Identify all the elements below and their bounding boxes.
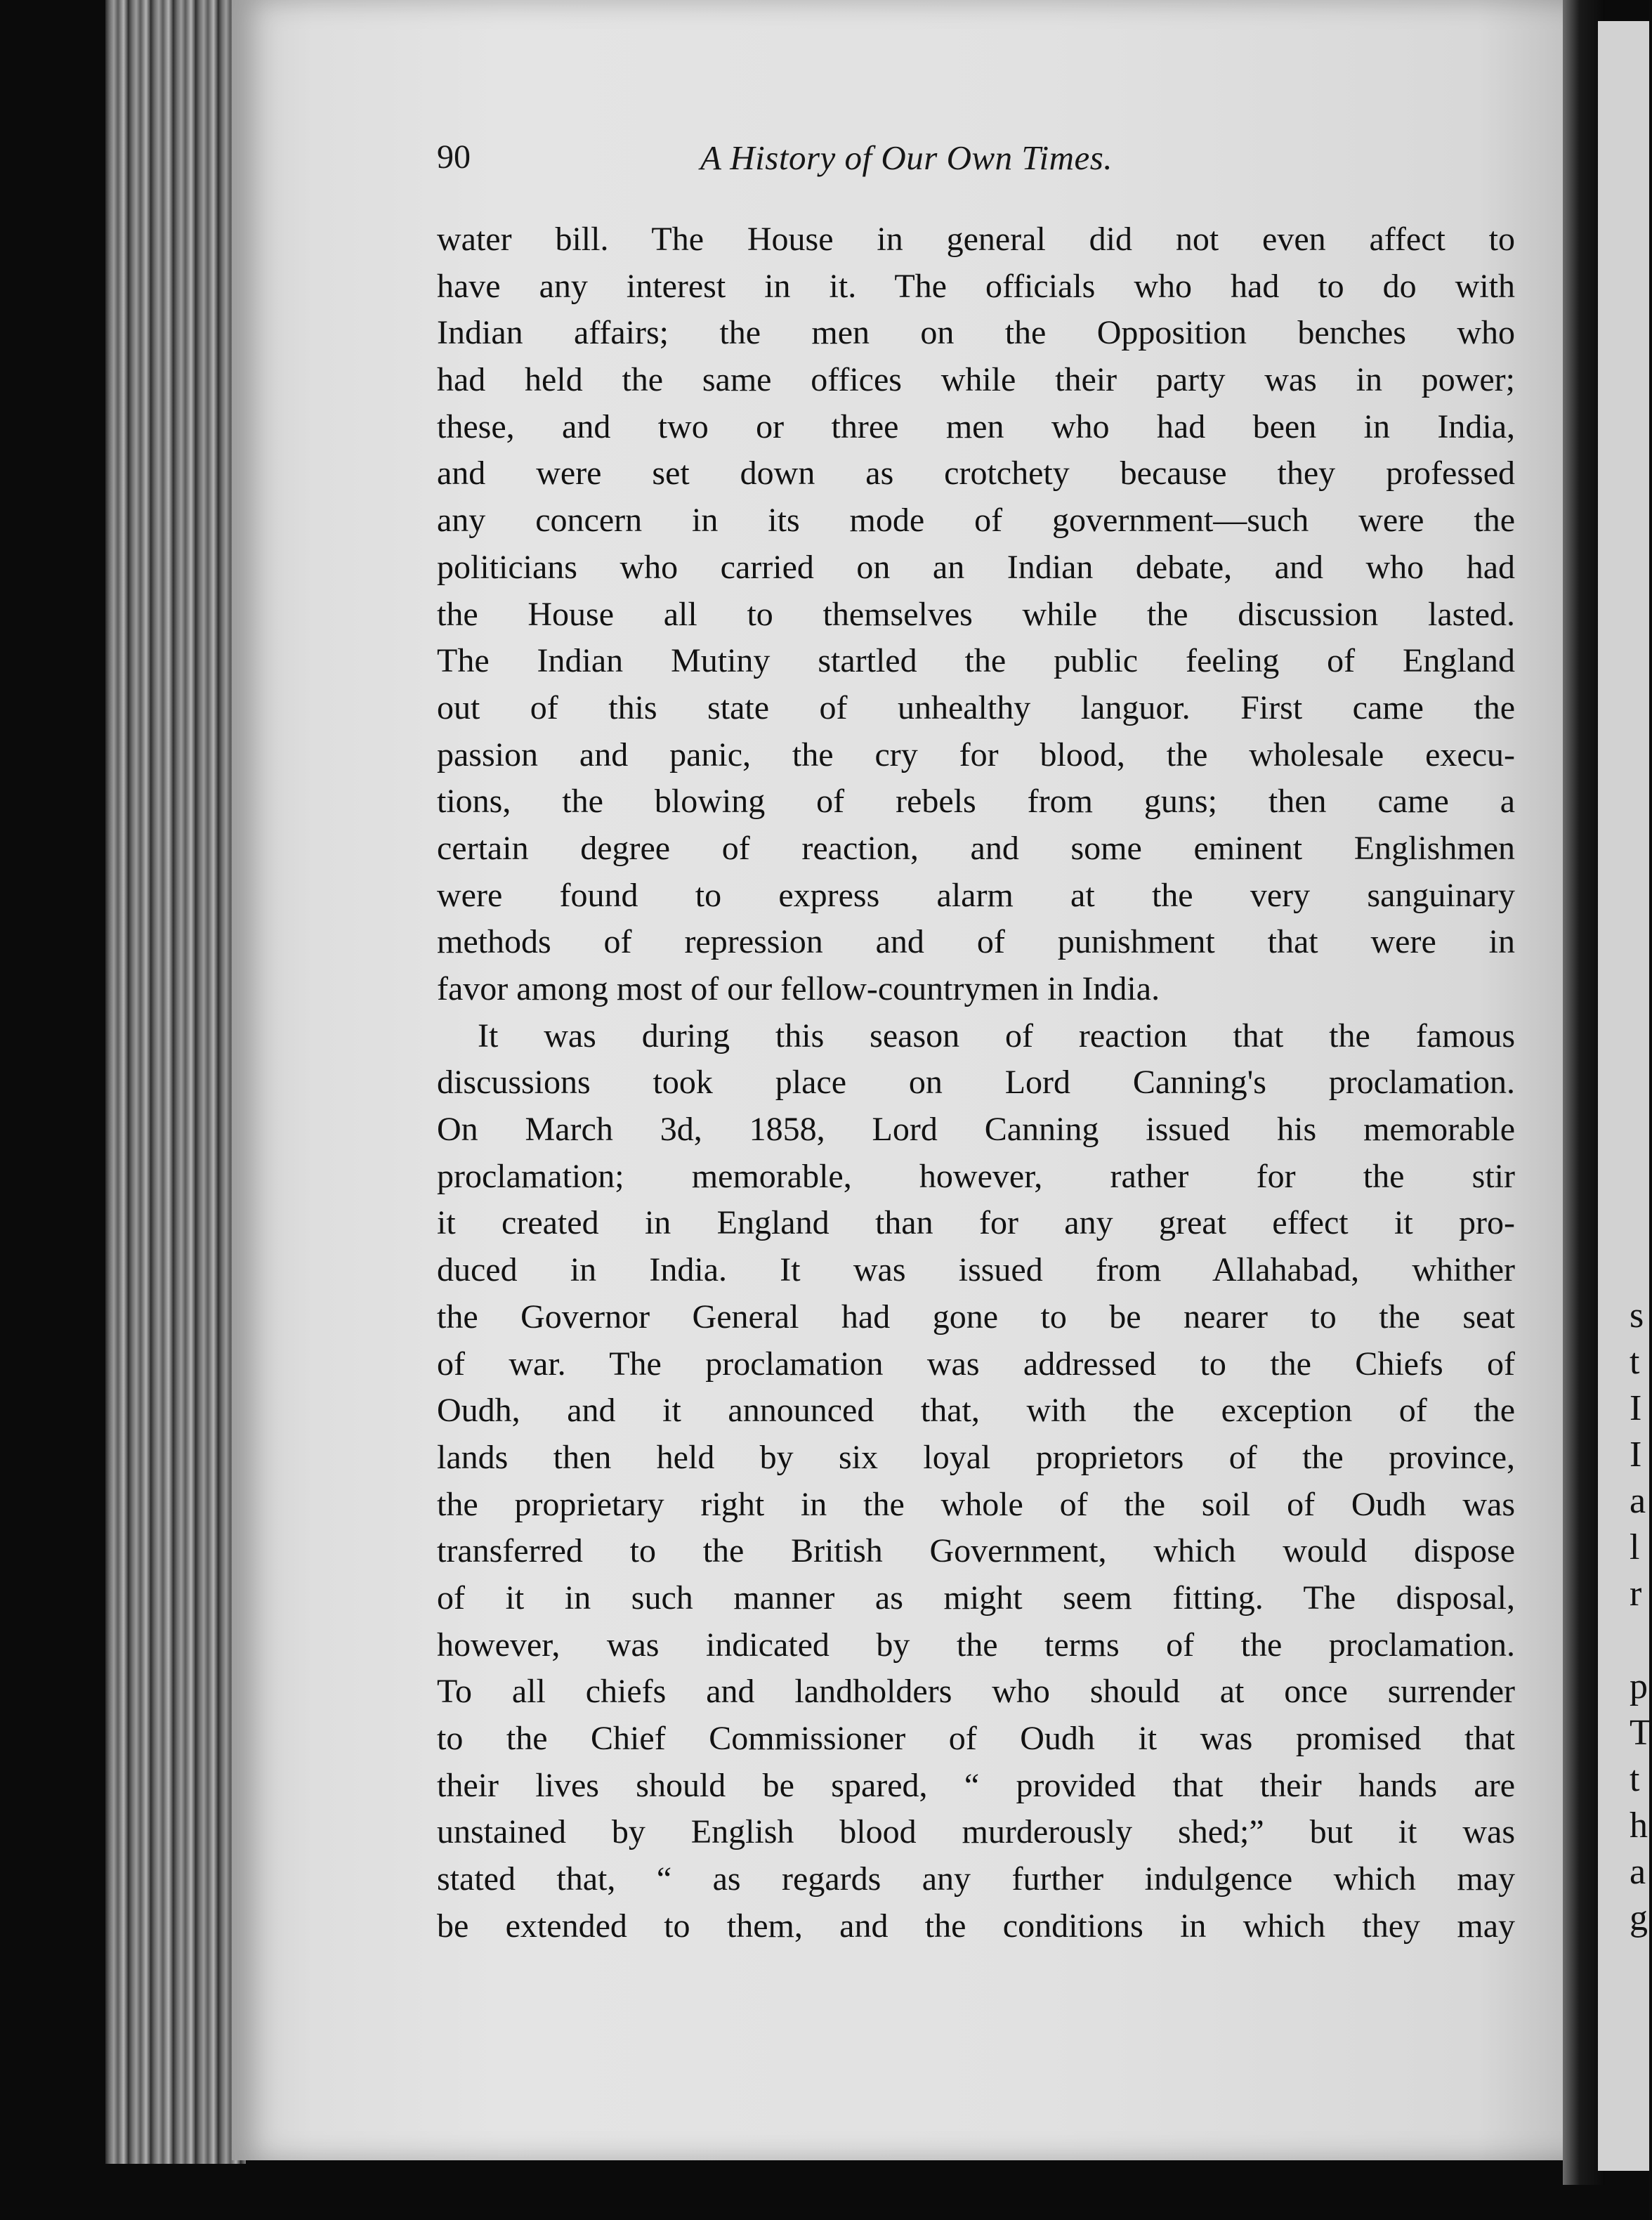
- text-line: transferred to the British Government, which would dispose: [437, 1532, 1515, 1570]
- text-line: proclamation; memorable, however, rather for the stir: [437, 1157, 1515, 1195]
- text-line: the proprietary right in the whole of the soil of Oudh was: [437, 1485, 1515, 1523]
- next-page-fragment: I: [1630, 1388, 1642, 1428]
- text-line: out of this state of unhealthy languor. First came the: [437, 688, 1515, 726]
- next-page-fragment: h: [1630, 1806, 1648, 1846]
- next-page-fragment: T: [1630, 1713, 1652, 1753]
- next-page-text-fragments: [1630, 1293, 1652, 1942]
- text-line: be extended to them, and the conditions in which they may: [437, 1907, 1515, 1945]
- text-line: passion and panic, the cry for blood, the wholesale execu-: [437, 736, 1515, 773]
- text-line: politicians who carried on an Indian debate, and who had: [437, 548, 1515, 586]
- text-line: of it in such manner as might seem fitting. The disposal,: [437, 1579, 1515, 1617]
- text-line: stated that, “ as regards any further indulgence which may: [437, 1860, 1515, 1898]
- text-line: their lives should be spared, “ provided that their hands are: [437, 1766, 1515, 1804]
- text-line: The Indian Mutiny startled the public feeling of England: [437, 642, 1515, 680]
- text-line: Indian affairs; the men on the Opposition benches who: [437, 314, 1515, 352]
- book-page-edges: [105, 0, 246, 2164]
- text-line: It was during this season of reaction that the famous: [478, 1017, 1515, 1054]
- text-line: favor among most of our fellow-countrymen in India.: [437, 970, 1160, 1007]
- page-number: 90: [437, 138, 471, 176]
- text-line: tions, the blowing of rebels from guns; then came a: [437, 783, 1515, 821]
- running-title: A History of Our Own Times.: [700, 138, 1113, 177]
- next-page-fragment: t: [1630, 1759, 1640, 1799]
- text-line: the Governor General had gone to be nearer to the seat: [437, 1298, 1515, 1336]
- next-page-fragment: r: [1630, 1574, 1642, 1614]
- text-line: lands then held by six loyal proprietors of the province,: [437, 1438, 1515, 1476]
- next-page-fragment: g: [1630, 1898, 1648, 1938]
- page-header: [437, 138, 1522, 183]
- text-line: the House all to themselves while the discussion lasted.: [437, 595, 1515, 633]
- text-line: however, was indicated by the terms of the proclamation.: [437, 1626, 1515, 1664]
- next-page-fragment: a: [1630, 1852, 1646, 1892]
- text-line: to the Chief Commissioner of Oudh it was promised that: [437, 1720, 1515, 1757]
- text-line: On March 3d, 1858, Lord Canning issued his memorable: [437, 1111, 1515, 1149]
- text-line: methods of repression and of punishment that were in: [437, 923, 1515, 961]
- text-line: have any interest in it. The officials who had to do with: [437, 267, 1515, 305]
- next-page-fragment: l: [1630, 1527, 1640, 1567]
- next-page-fragment: t: [1630, 1342, 1640, 1382]
- text-line: these, and two or three men who had been in India,: [437, 407, 1515, 445]
- text-line: duced in India. It was issued from Allahabad, whither: [437, 1251, 1515, 1289]
- text-line: and were set down as crotchety because they professed: [437, 455, 1515, 492]
- next-page-fragment: I: [1630, 1435, 1642, 1475]
- text-line: water bill. The House in general did not even affect to: [437, 221, 1515, 258]
- text-line: unstained by English blood murderously shed;” but it was: [437, 1813, 1515, 1851]
- next-page-fragment: p: [1630, 1666, 1648, 1706]
- next-page-fragment: a: [1630, 1481, 1646, 1521]
- next-page-fragment: [1630, 1617, 1649, 1664]
- text-line: Oudh, and it announced that, with the exception of the: [437, 1392, 1515, 1430]
- next-page-fragment: s: [1630, 1295, 1644, 1336]
- text-line: discussions took place on Lord Canning's proclamation.: [437, 1064, 1515, 1102]
- body-text: [437, 216, 1515, 1950]
- text-line: any concern in its mode of government—such were the: [437, 502, 1515, 540]
- text-line: To all chiefs and landholders who should at once surrender: [437, 1673, 1515, 1711]
- text-line: had held the same offices while their party was in power;: [437, 361, 1515, 399]
- text-line: of war. The proclamation was addressed to the Chiefs of: [437, 1345, 1515, 1383]
- text-line: it created in England than for any great effect it pro-: [437, 1204, 1515, 1242]
- text-line: were found to express alarm at the very sanguinary: [437, 876, 1515, 914]
- text-line: certain degree of reaction, and some eminent Englishmen: [437, 829, 1515, 867]
